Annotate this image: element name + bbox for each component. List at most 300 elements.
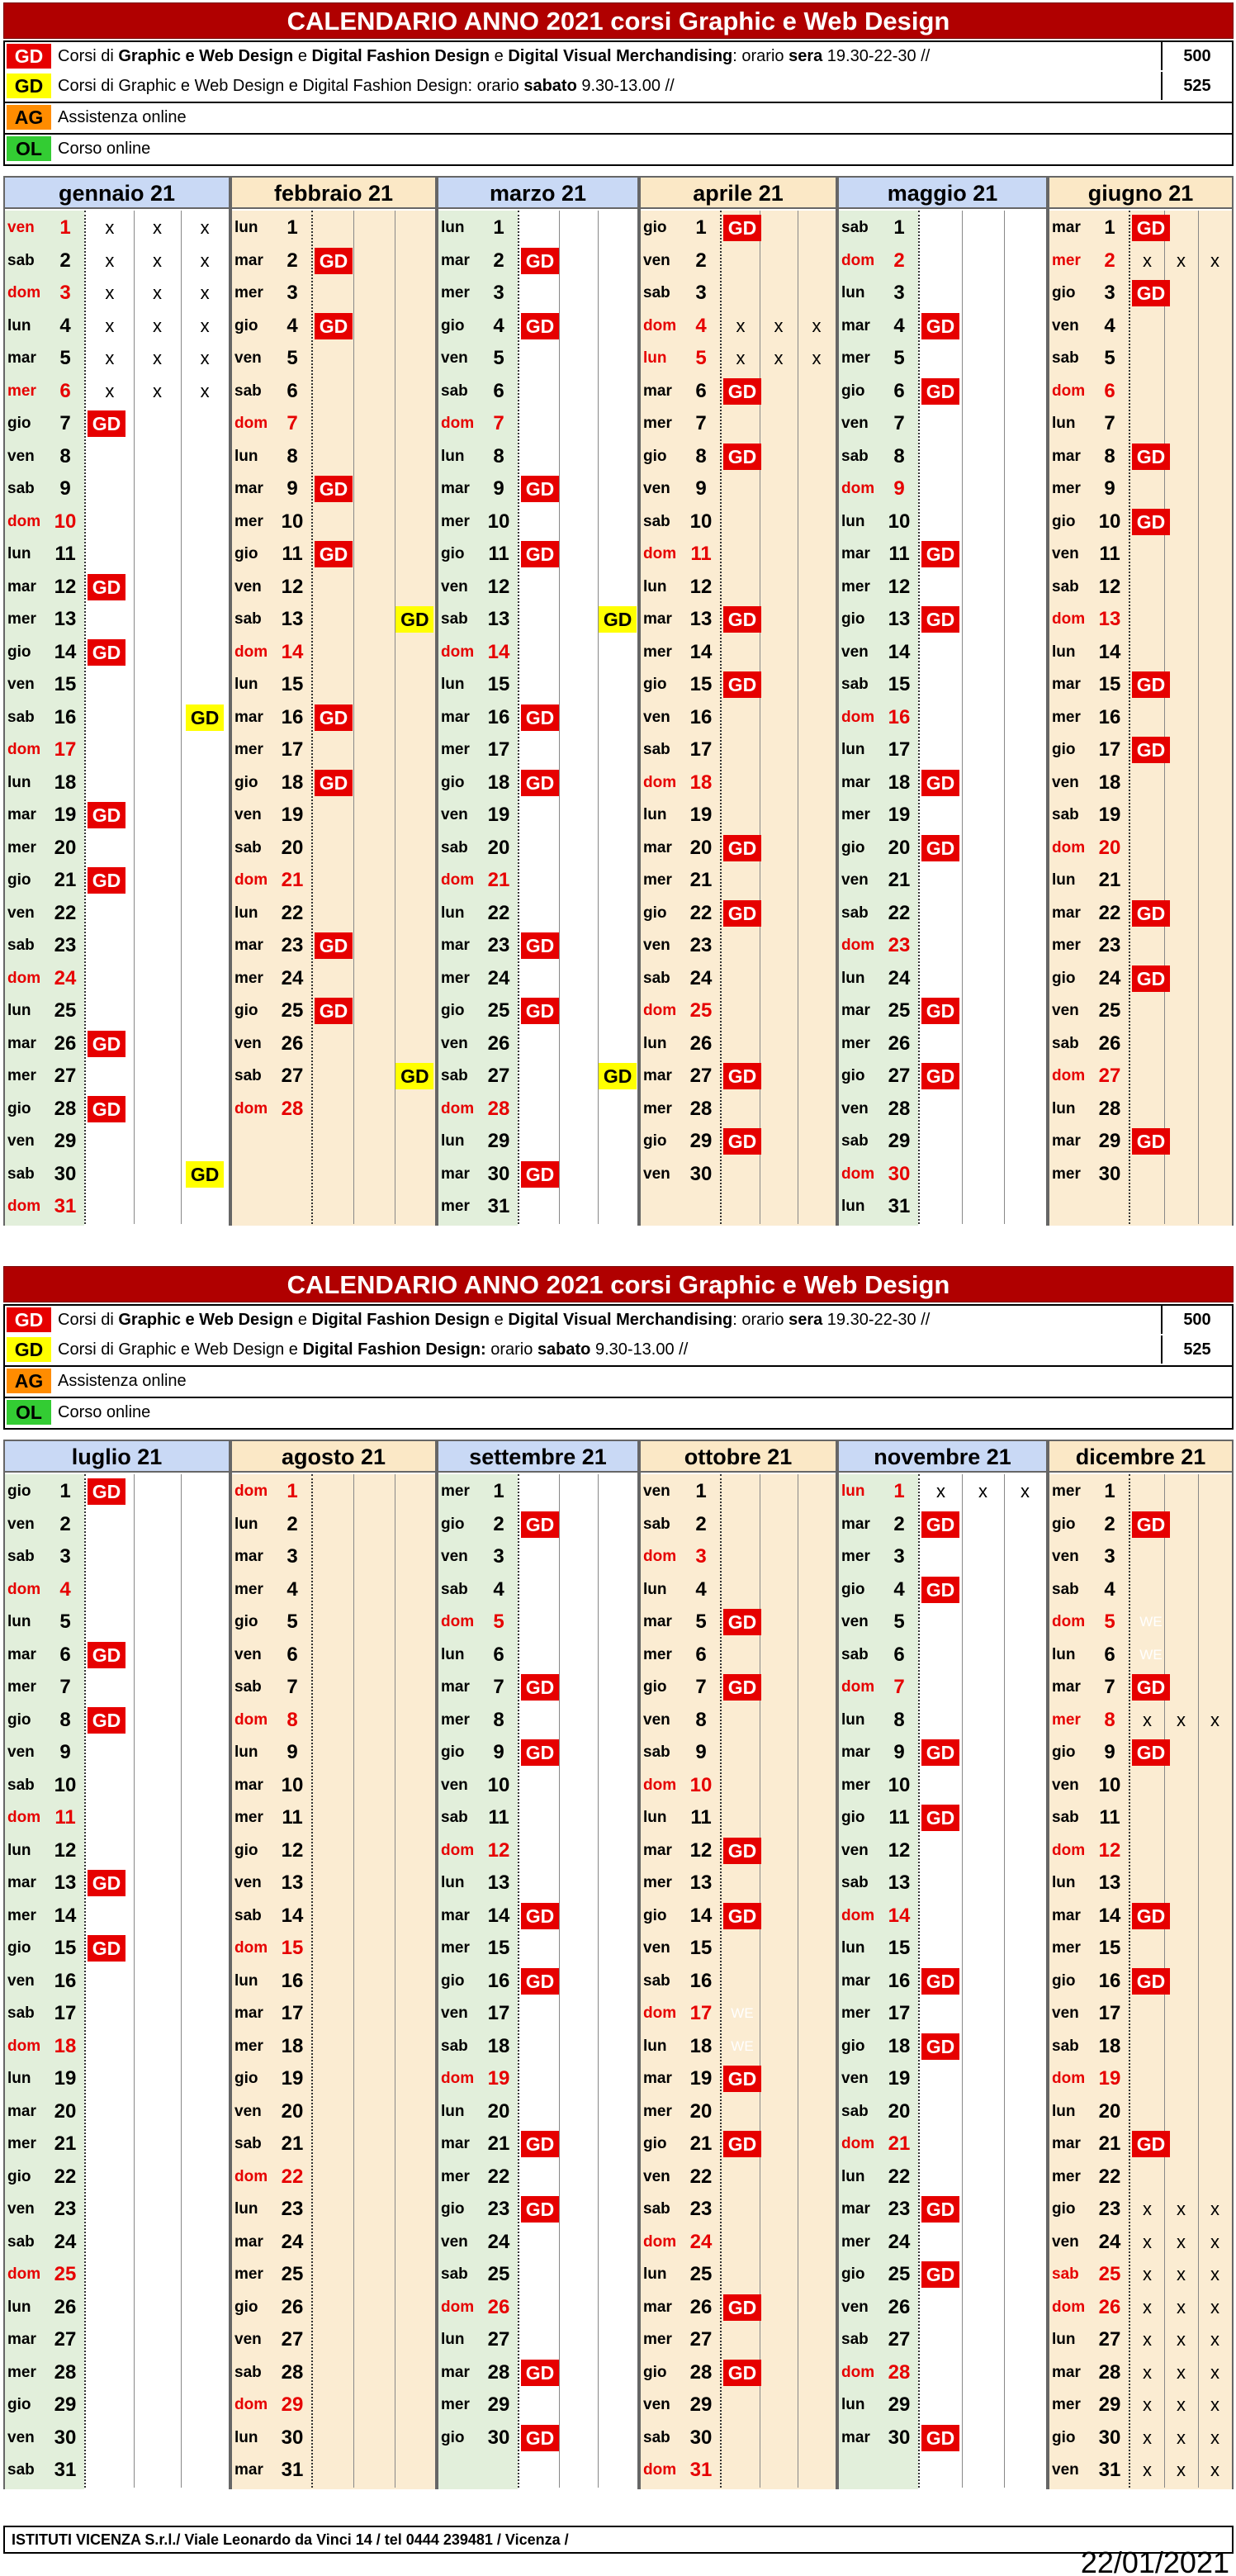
weekday-label: ven (441, 1776, 468, 1794)
day-number: 19 (281, 2067, 304, 2090)
document-date: 22/01/2021 (1080, 2545, 1229, 2576)
day-row (641, 2324, 836, 2355)
weekday-label: lun (841, 741, 865, 758)
weekday-label: ven (841, 2070, 869, 2087)
day-number: 6 (1104, 379, 1115, 402)
gd-saturday-badge: GD (186, 704, 224, 731)
day-row (641, 637, 836, 668)
day-row (1049, 2455, 1232, 2486)
day-number: 13 (689, 608, 713, 630)
month-header: novembre 21 (839, 1441, 1046, 1473)
weekday-label: sab (441, 2037, 468, 2055)
gd-evening-badge: GD (921, 835, 959, 861)
day-number: 2 (695, 1512, 707, 1535)
weekday-label: sab (1052, 1580, 1079, 1598)
legend-text-part: e (293, 1311, 312, 1329)
x-mark: x (200, 380, 210, 401)
day-row (641, 311, 836, 342)
day-number: 21 (281, 2132, 304, 2155)
day-number: 17 (281, 738, 304, 761)
weekday-label: dom (1052, 610, 1086, 628)
weekday-label: mer (441, 1483, 470, 1500)
weekday-label: dom (841, 480, 875, 497)
legend-text (58, 1306, 930, 1334)
day-row (232, 1541, 435, 1573)
day-number: 20 (689, 2099, 713, 2123)
weekday-label: sab (234, 1067, 262, 1084)
day-row (5, 767, 229, 799)
day-row (1049, 1900, 1232, 1932)
gd-evening-badge: GD (88, 1870, 125, 1896)
day-number: 1 (1104, 1480, 1115, 1502)
day-number: 15 (1098, 673, 1121, 695)
weekday-label: mar (441, 937, 470, 954)
day-row (1049, 572, 1232, 603)
weekday-label: mer (841, 577, 870, 595)
day-number: 7 (59, 412, 71, 434)
day-row (839, 376, 1046, 407)
weekday-label: gio (234, 1841, 258, 1859)
day-row (641, 506, 836, 538)
day-number: 28 (54, 2360, 77, 2384)
weekday-label: mer (234, 741, 263, 758)
month-aprile (639, 176, 837, 1226)
day-number: 3 (893, 1545, 905, 1568)
gd-evening-badge: GD (88, 574, 125, 600)
day-number: 16 (281, 705, 304, 728)
day-number: 1 (287, 1480, 298, 1502)
day-number: 4 (1104, 314, 1115, 337)
day-row (5, 245, 229, 277)
day-row (839, 963, 1046, 994)
weekday-label: dom (841, 937, 875, 954)
day-number: 11 (1099, 1806, 1120, 1829)
day-row (1049, 1606, 1232, 1638)
day-row (438, 930, 637, 961)
weekday-label: sab (643, 284, 670, 301)
day-row (5, 376, 229, 407)
weekday-label: mer (7, 1067, 36, 1084)
day-number: 22 (54, 2165, 77, 2188)
gd-evening-badge: GD (1132, 1968, 1170, 1995)
weekday-label: dom (841, 2135, 875, 2152)
day-number: 4 (893, 314, 905, 337)
day-number: 25 (487, 2263, 510, 2285)
month-header: gennaio 21 (5, 178, 229, 209)
weekday-label: mer (441, 284, 470, 301)
day-row (1049, 1672, 1232, 1703)
weekday-label: dom (841, 1165, 875, 1183)
legend-text-part: Digital Fashion Design (311, 1311, 490, 1329)
day-row (1049, 1541, 1232, 1573)
day-row (232, 898, 435, 929)
day-number: 28 (1098, 2360, 1121, 2384)
legend-text-part: sabato (537, 1340, 591, 1359)
weekday-label: mar (441, 1165, 470, 1183)
weekday-label: ven (234, 577, 262, 595)
day-number: 3 (1104, 282, 1115, 304)
day-row (839, 538, 1046, 570)
weekday-label: mer (1052, 2167, 1081, 2185)
weekday-label: sab (643, 2200, 670, 2218)
day-number: 3 (493, 282, 504, 304)
day-number: 15 (54, 673, 77, 695)
day-number: 1 (59, 216, 71, 239)
day-row (5, 1093, 229, 1125)
gd-evening-badge: GD (88, 410, 125, 437)
day-row (1049, 2227, 1232, 2258)
day-number: 8 (59, 444, 71, 467)
day-row (641, 212, 836, 244)
weekday-label: sab (234, 2135, 262, 2152)
gd-evening-badge: GD (1132, 444, 1170, 470)
day-row (232, 669, 435, 700)
day-number: 5 (695, 347, 707, 369)
day-row (5, 799, 229, 831)
day-number: 14 (281, 640, 304, 663)
day-number: 6 (59, 379, 71, 402)
weekday-label: dom (441, 1841, 475, 1859)
weekday-label: lun (234, 676, 258, 693)
day-number: 5 (893, 1611, 905, 1633)
day-number: 17 (54, 738, 77, 761)
day-number: 8 (287, 444, 298, 467)
weekday-label: lun (234, 1515, 258, 1533)
day-number: 13 (888, 1872, 911, 1894)
weekday-label: mar (234, 708, 263, 726)
day-row (438, 2194, 637, 2225)
weekday-label: dom (234, 415, 268, 432)
day-row (5, 1639, 229, 1671)
day-number: 14 (487, 640, 510, 663)
day-number: 29 (1098, 2393, 1121, 2416)
weekday-label: lun (841, 2396, 865, 2413)
x-mark: x (1177, 1709, 1186, 1730)
gd-evening-badge: GD (521, 1674, 559, 1701)
day-row (438, 1639, 637, 1671)
gd-evening-badge: GD (921, 541, 959, 567)
weekday-label: mer (441, 1710, 470, 1729)
weekday-label: ven (841, 2298, 869, 2316)
day-row (438, 1028, 637, 1060)
day-number: 12 (1098, 575, 1121, 598)
day-number: 14 (54, 1904, 77, 1927)
weekday-label: mer (7, 1678, 36, 1696)
month-header: dicembre 21 (1049, 1441, 1232, 1473)
weekday-label: lun (441, 904, 465, 922)
weekday-label: dom (7, 969, 41, 987)
day-row (839, 212, 1046, 244)
day-number: 14 (487, 1904, 510, 1927)
day-row (438, 1705, 637, 1736)
x-mark: x (1143, 2231, 1152, 2252)
day-number: 11 (690, 543, 712, 565)
day-number: 31 (689, 2459, 713, 2481)
gd-evening-badge: GD (315, 248, 353, 274)
gd-evening-badge: GD (921, 606, 959, 633)
gd-evening-badge: GD (1132, 1739, 1170, 1766)
day-row (1049, 1639, 1232, 1671)
weekday-label: gio (441, 1002, 465, 1019)
day-row (5, 343, 229, 374)
day-row (5, 1802, 229, 1834)
gd-evening-badge: GD (921, 1577, 959, 1603)
day-number: 19 (281, 804, 304, 826)
gd-evening-badge: GD (521, 1739, 559, 1766)
day-number: 10 (1098, 510, 1121, 533)
weekday-label: gio (643, 1132, 667, 1150)
weekday-label: lun (441, 447, 465, 465)
day-number: 25 (689, 999, 713, 1022)
gd-evening-badge: GD (723, 900, 761, 927)
day-number: 12 (281, 575, 304, 598)
weekday-label: mar (643, 382, 672, 400)
legend-row (3, 1335, 1234, 1367)
weekday-label: dom (643, 1002, 677, 1019)
weekday-label: dom (7, 1580, 41, 1598)
day-row (5, 702, 229, 733)
weekday-label: mer (841, 1776, 870, 1794)
legend-text-part: Corsi di Graphic e Web Design e Digital Fashion Design: orario (58, 77, 524, 95)
weekday-label: gio (234, 316, 258, 334)
weekday-label: lun (7, 1002, 31, 1019)
legend-text-part: : orario (732, 1311, 789, 1329)
day-number: 2 (893, 1512, 905, 1535)
weekday-label: dom (841, 1906, 875, 1924)
weekday-label: mer (234, 2265, 263, 2283)
day-row (232, 1060, 435, 1092)
weekday-label: mer (7, 1906, 36, 1924)
weekday-label: dom (441, 1613, 475, 1630)
day-row (232, 343, 435, 374)
day-row (839, 1606, 1046, 1638)
day-row (5, 1933, 229, 1964)
day-row (438, 702, 637, 733)
day-row (1049, 2128, 1232, 2160)
day-row (438, 473, 637, 505)
day-number: 27 (689, 2328, 713, 2351)
gd-evening-badge: GD (921, 1805, 959, 1831)
weekday-label: sab (1052, 349, 1079, 367)
weekday-label: gio (7, 1099, 31, 1117)
weekday-label: dom (441, 643, 475, 661)
day-number: 27 (1098, 1065, 1121, 1087)
weekday-label: mer (441, 512, 470, 530)
day-number: 27 (689, 1065, 713, 1087)
day-row (839, 1933, 1046, 1964)
weekday-label: mer (643, 1874, 672, 1891)
day-row (1049, 1476, 1232, 1507)
calendar-title: CALENDARIO ANNO 2021 corsi Graphic e Web Design (3, 2, 1234, 39)
weekday-label: sab (643, 512, 670, 530)
day-row (641, 2031, 836, 2062)
day-number: 23 (281, 2198, 304, 2220)
weekday-label: dom (841, 251, 875, 269)
day-number: 5 (1104, 347, 1115, 369)
day-row (839, 669, 1046, 700)
weekday-label: dom (643, 1776, 677, 1794)
day-row (839, 1574, 1046, 1606)
day-number: 21 (689, 869, 713, 891)
x-mark: x (1177, 2329, 1186, 2350)
weekday-label: mer (441, 1198, 470, 1215)
day-row (438, 799, 637, 831)
month-settembre (437, 1440, 639, 2489)
day-row (1049, 1770, 1232, 1801)
gd-evening-badge: GD (921, 2425, 959, 2451)
day-number: 10 (281, 1773, 304, 1796)
weekday-label: gio (1052, 1743, 1076, 1761)
day-row (232, 1737, 435, 1768)
weekday-label: lun (1052, 871, 1076, 889)
day-number: 9 (893, 1741, 905, 1763)
weekday-label: dom (7, 512, 41, 530)
day-row (232, 1835, 435, 1867)
month-maggio (837, 176, 1048, 1226)
day-row (232, 1093, 435, 1125)
weekday-label: mer (7, 610, 36, 628)
weekday-label: gio (7, 1939, 31, 1957)
weekday-label: mer (1052, 2396, 1081, 2413)
day-number: 8 (695, 444, 707, 467)
weekday-label: mer (643, 643, 672, 661)
day-row (839, 1509, 1046, 1540)
gd-evening-badge: GD (723, 835, 761, 861)
weekday-label: gio (234, 2070, 258, 2087)
day-number: 3 (287, 1545, 298, 1568)
day-row (839, 1476, 1046, 1507)
day-number: 14 (281, 1904, 304, 1927)
gd-saturday-badge: GD (395, 1063, 433, 1089)
day-row (641, 1541, 836, 1573)
day-number: 26 (281, 1032, 304, 1055)
day-number: 15 (54, 1937, 77, 1959)
day-number: 10 (888, 510, 911, 533)
legend-code-gd: GD (7, 44, 51, 69)
weekday-label: mar (441, 251, 470, 269)
day-row (1049, 2031, 1232, 2062)
day-row (1049, 669, 1232, 700)
day-row (839, 2096, 1046, 2128)
weekday-label: mar (7, 806, 36, 823)
day-row (839, 1159, 1046, 1190)
gd-saturday-badge: GD (599, 1063, 637, 1089)
weekday-label: dom (7, 2037, 41, 2055)
day-number: 24 (54, 966, 77, 989)
weekday-label: mar (1052, 904, 1081, 922)
day-row (1049, 1574, 1232, 1606)
day-number: 10 (487, 510, 510, 533)
month-header: giugno 21 (1049, 178, 1232, 209)
weekday-label: ven (1052, 773, 1079, 791)
day-number: 6 (893, 379, 905, 402)
gd-evening-badge: GD (88, 639, 125, 666)
day-number: 28 (888, 2360, 911, 2384)
weekday-label: ven (1052, 1002, 1079, 1019)
legend-text (58, 1335, 688, 1364)
weekday-label: lun (841, 2167, 865, 2185)
weekday-label: ven (1052, 1776, 1079, 1794)
x-mark: x (1143, 2296, 1152, 2317)
day-number: 6 (493, 379, 504, 402)
day-number: 15 (689, 1937, 713, 1959)
day-number: 23 (54, 2198, 77, 2220)
weekday-label: lun (441, 1645, 465, 1663)
legend-row (3, 1304, 1234, 1337)
day-row (438, 1933, 637, 1964)
day-row (1049, 1867, 1232, 1899)
day-number: 31 (888, 1195, 911, 1217)
day-row (641, 963, 836, 994)
day-number: 18 (689, 771, 713, 794)
gd-evening-badge: GD (1132, 215, 1170, 241)
day-row (641, 343, 836, 374)
day-number: 23 (54, 934, 77, 956)
weekday-label: sab (441, 382, 468, 400)
day-row (5, 1476, 229, 1507)
day-number: 9 (59, 1741, 71, 1763)
day-row (641, 441, 836, 472)
day-number: 5 (59, 347, 71, 369)
day-row (5, 2063, 229, 2094)
weekday-label: mer (643, 2102, 672, 2120)
day-row (839, 1802, 1046, 1834)
weekday-label: lun (7, 2070, 31, 2087)
day-row (1049, 1998, 1232, 2029)
legend-count: 525 (1161, 1335, 1232, 1364)
weekday-label: mer (234, 284, 263, 301)
day-row (1049, 1835, 1232, 1867)
day-row (5, 2324, 229, 2355)
weekday-label: sab (1052, 1034, 1079, 1052)
day-number: 24 (689, 966, 713, 989)
day-number: 30 (54, 2426, 77, 2449)
day-row (1049, 865, 1232, 896)
day-row (232, 1476, 435, 1507)
gd-evening-badge: GD (723, 2294, 761, 2321)
day-number: 13 (487, 1872, 510, 1894)
day-row (232, 1802, 435, 1834)
day-row (438, 1835, 637, 1867)
day-number: 3 (493, 1545, 504, 1568)
legend-text-part: sera (788, 1311, 823, 1329)
legend-text-part: 19.30-22-30 // (822, 1311, 931, 1329)
day-number: 27 (487, 1065, 510, 1087)
day-number: 31 (487, 1195, 510, 1217)
day-number: 8 (59, 1708, 71, 1731)
day-number: 23 (888, 934, 911, 956)
weekday-label: gio (1052, 969, 1076, 987)
gd-evening-badge: GD (88, 1642, 125, 1668)
weekday-label: mar (841, 2200, 870, 2218)
gd-evening-badge: GD (723, 2131, 761, 2157)
weekday-label: ven (643, 708, 670, 726)
day-number: 13 (281, 1872, 304, 1894)
gd-evening-badge: GD (723, 1609, 761, 1635)
day-number: 29 (54, 2393, 77, 2416)
gd-evening-badge: GD (521, 1511, 559, 1538)
day-number: 16 (888, 705, 911, 728)
day-row (5, 2128, 229, 2160)
weekday-label: lun (841, 1710, 865, 1729)
day-number: 12 (1098, 1838, 1121, 1862)
legend-code-gdy: GD (7, 1337, 51, 1362)
day-row (438, 2063, 637, 2094)
day-number: 21 (54, 869, 77, 891)
x-mark: x (200, 282, 210, 303)
day-row (641, 799, 836, 831)
day-number: 17 (487, 738, 510, 761)
